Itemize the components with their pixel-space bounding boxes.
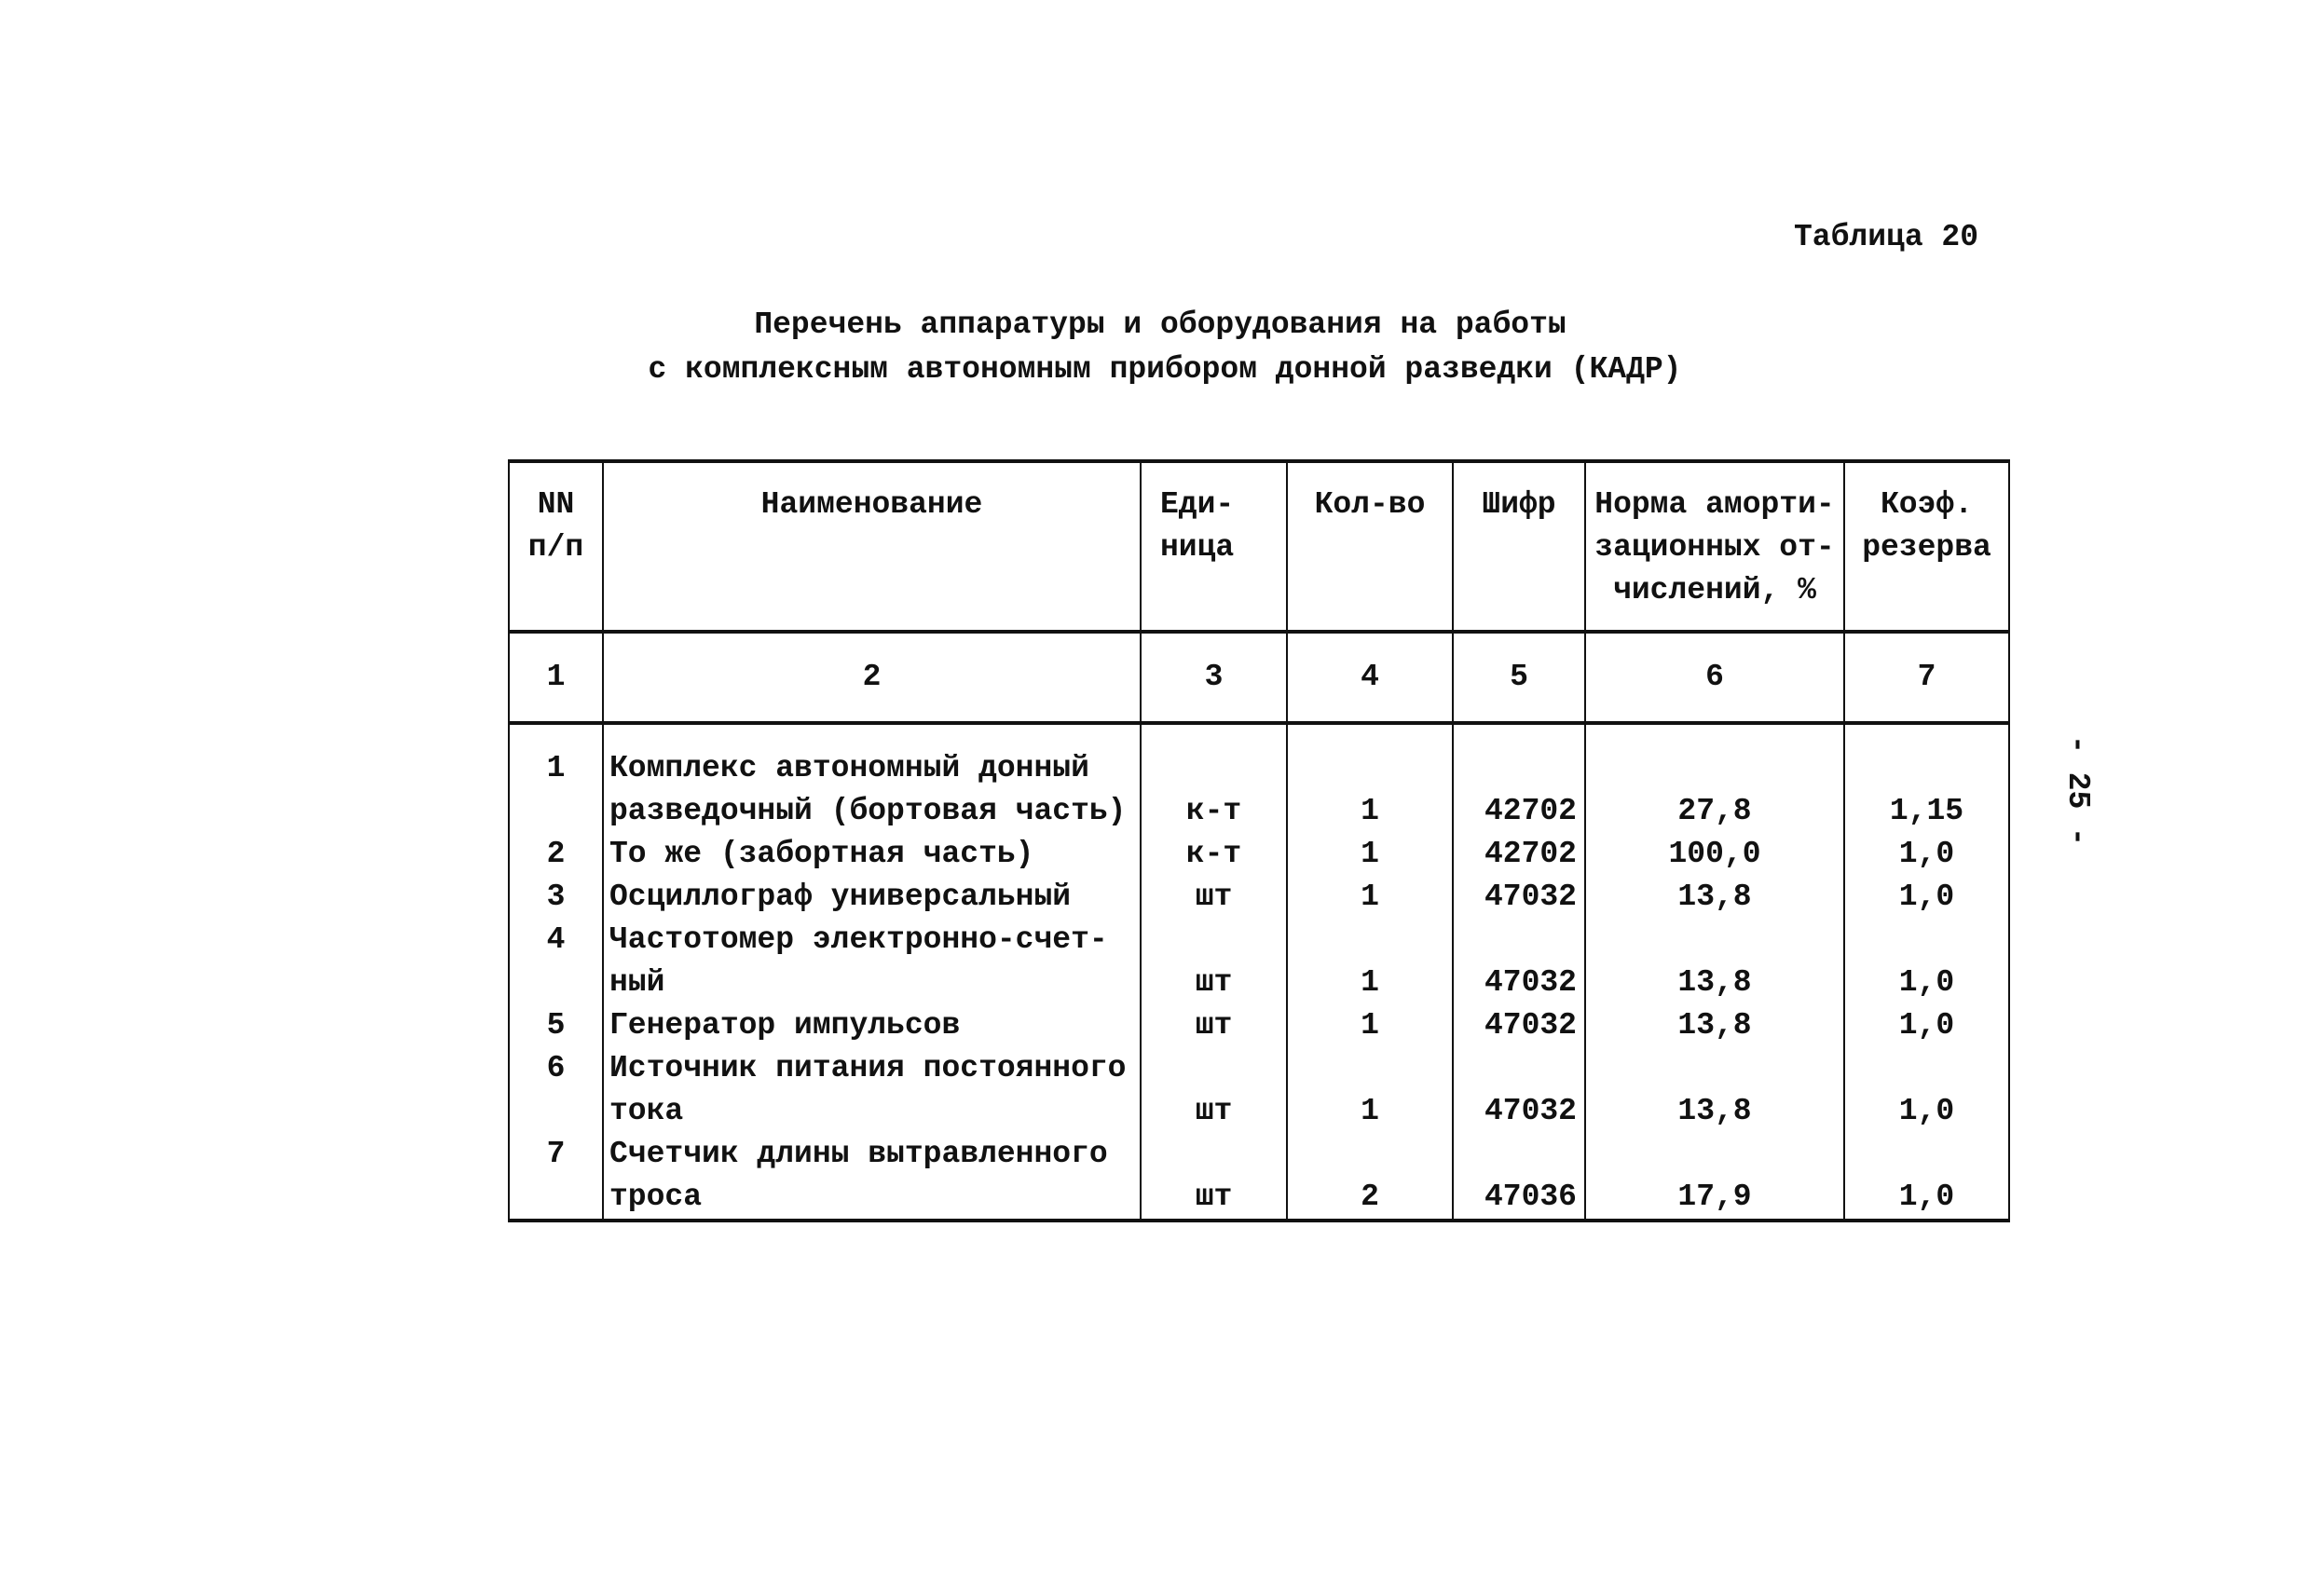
- item-quantity: 1: [1287, 723, 1453, 833]
- item-depreciation-norm: 17,9: [1585, 1133, 1844, 1221]
- table-row: [509, 876, 2009, 919]
- header-code: Шифр: [1453, 461, 1585, 632]
- row-number: 7: [509, 1133, 603, 1221]
- item-reserve-coef: 1,0: [1844, 876, 2009, 919]
- header-norm: Норма аморти- зационных от- числений, %: [1585, 461, 1844, 632]
- item-quantity: 1: [1287, 1004, 1453, 1047]
- item-unit: к-т: [1141, 833, 1287, 876]
- item-unit: шт: [1141, 876, 1287, 919]
- equipment-table: [508, 459, 2010, 1222]
- header-coef: Коэф. резерва: [1844, 461, 2009, 632]
- item-name: Осциллограф универсальный: [603, 876, 1141, 919]
- page-number: - 25 -: [2059, 735, 2095, 846]
- item-name: Счетчик длины вытравленного троса: [603, 1133, 1141, 1221]
- item-code: 42702: [1453, 723, 1585, 833]
- item-name: Частотомер электронно-счет- ный: [603, 919, 1141, 1004]
- item-quantity: 1: [1287, 876, 1453, 919]
- row-number: 4: [509, 919, 603, 1004]
- item-depreciation-norm: 13,8: [1585, 1047, 1844, 1133]
- row-number: 5: [509, 1004, 603, 1047]
- item-depreciation-norm: 27,8: [1585, 723, 1844, 833]
- item-name: Комплекс автономный донный разведочный (бортовая часть): [603, 723, 1141, 833]
- column-number: 2: [603, 632, 1141, 723]
- item-code: 47032: [1453, 1047, 1585, 1133]
- item-reserve-coef: 1,15: [1844, 723, 2009, 833]
- row-number: 1: [509, 723, 603, 833]
- item-unit: шт: [1141, 919, 1287, 1004]
- row-number: 6: [509, 1047, 603, 1133]
- table-caption-line-1: Перечень аппаратуры и оборудования на работы: [754, 307, 1566, 342]
- item-reserve-coef: 1,0: [1844, 1133, 2009, 1221]
- column-number: 7: [1844, 632, 2009, 723]
- item-code: 47032: [1453, 876, 1585, 919]
- row-number: 2: [509, 833, 603, 876]
- item-reserve-coef: 1,0: [1844, 919, 2009, 1004]
- table-row: [509, 919, 2009, 1004]
- item-name: То же (забортная часть): [603, 833, 1141, 876]
- column-number: 3: [1141, 632, 1287, 723]
- item-quantity: 1: [1287, 833, 1453, 876]
- header-unit: Еди- ница: [1141, 461, 1287, 632]
- column-number: 4: [1287, 632, 1453, 723]
- item-unit: шт: [1141, 1047, 1287, 1133]
- table-row: [509, 833, 2009, 876]
- column-numbers-row: [509, 632, 2009, 723]
- table-row: [509, 1133, 2009, 1221]
- column-number: 5: [1453, 632, 1585, 723]
- item-depreciation-norm: 13,8: [1585, 1004, 1844, 1047]
- column-number: 1: [509, 632, 603, 723]
- item-unit: шт: [1141, 1133, 1287, 1221]
- item-depreciation-norm: 100,0: [1585, 833, 1844, 876]
- header-qty: Кол-во: [1287, 461, 1453, 632]
- item-code: 47032: [1453, 919, 1585, 1004]
- item-unit: шт: [1141, 1004, 1287, 1047]
- header-name: Наименование: [603, 461, 1141, 632]
- item-quantity: 2: [1287, 1133, 1453, 1221]
- header-row: [509, 461, 2009, 632]
- item-name: Генератор импульсов: [603, 1004, 1141, 1047]
- table-row: [509, 1004, 2009, 1047]
- item-depreciation-norm: 13,8: [1585, 919, 1844, 1004]
- table-number: Таблица 20: [1794, 220, 1979, 254]
- item-reserve-coef: 1,0: [1844, 833, 2009, 876]
- header-nn: NN п/п: [509, 461, 603, 632]
- item-reserve-coef: 1,0: [1844, 1047, 2009, 1133]
- item-name: Источник питания постоянного тока: [603, 1047, 1141, 1133]
- item-code: 47036: [1453, 1133, 1585, 1221]
- item-quantity: 1: [1287, 1047, 1453, 1133]
- item-unit: к-т: [1141, 723, 1287, 833]
- row-number: 3: [509, 876, 603, 919]
- table-row: [509, 723, 2009, 833]
- item-code: 42702: [1453, 833, 1585, 876]
- item-quantity: 1: [1287, 919, 1453, 1004]
- table-caption-line-2: с комплексным автономным прибором донной разведки (КАДР): [648, 352, 1682, 387]
- table-row: [509, 1047, 2009, 1133]
- column-number: 6: [1585, 632, 1844, 723]
- item-reserve-coef: 1,0: [1844, 1004, 2009, 1047]
- item-depreciation-norm: 13,8: [1585, 876, 1844, 919]
- item-code: 47032: [1453, 1004, 1585, 1047]
